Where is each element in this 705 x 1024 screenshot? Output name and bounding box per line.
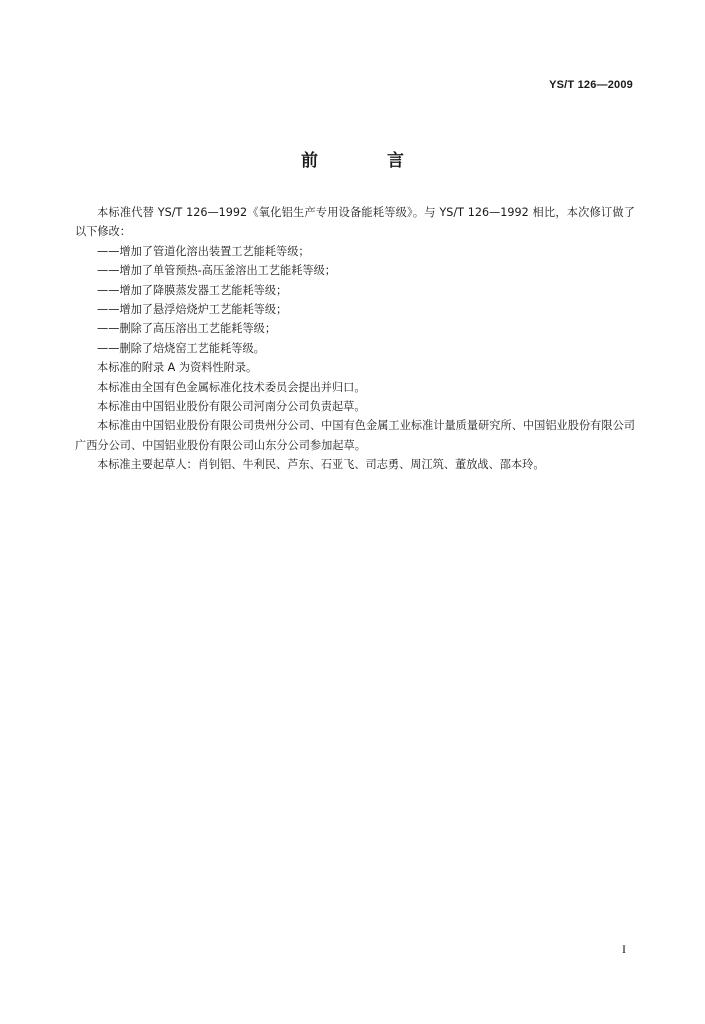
page-title: 前 言 [301,151,430,171]
drafted-by-paragraph: 本标准由中国铝业股份有限公司河南分公司负责起草。 [97,400,366,414]
change-item: ——增加了降膜蒸发器工艺能耗等级； [97,283,288,297]
appendix-paragraph: 本标准的附录 A 为资料性附录。 [97,361,258,375]
replace-paragraph: 本标准代替 YS/T 126—1992《氧化铝生产专用设备能耗等级》。与 YS/T 126—1992 相比，本次修订做了以下修改： [75,206,635,239]
change-item: ——删除了焙烧窑工艺能耗等级。 [97,341,265,355]
drafters-paragraph: 本标准主要起草人：肖钊铝、牛利民、芦东、石亚飞、司志勇、周江筑、董放战、邵本玲。 [97,458,545,472]
change-item: ——删除了高压溶出工艺能耗等级； [97,322,277,336]
participants-paragraph: 本标准由中国铝业股份有限公司贵州分公司、中国有色金属工业标准计量质量研究所、中国铝业股份有限公司广西分公司、中国铝业股份有限公司山东分公司参加起草。 [75,419,635,452]
foreword-body [75,203,635,475]
change-item: ——增加了管道化溶出装置工艺能耗等级； [97,244,310,258]
standard-code: YS/T 126—2009 [549,79,633,91]
proposed-by-paragraph: 本标准由全国有色金属标准化技术委员会提出并归口。 [97,380,366,394]
change-item: ——增加了单管预热-高压釜溶出工艺能耗等级； [97,264,336,278]
change-item: ——增加了悬浮焙烧炉工艺能耗等级； [97,303,288,317]
page-number: I [622,942,626,956]
